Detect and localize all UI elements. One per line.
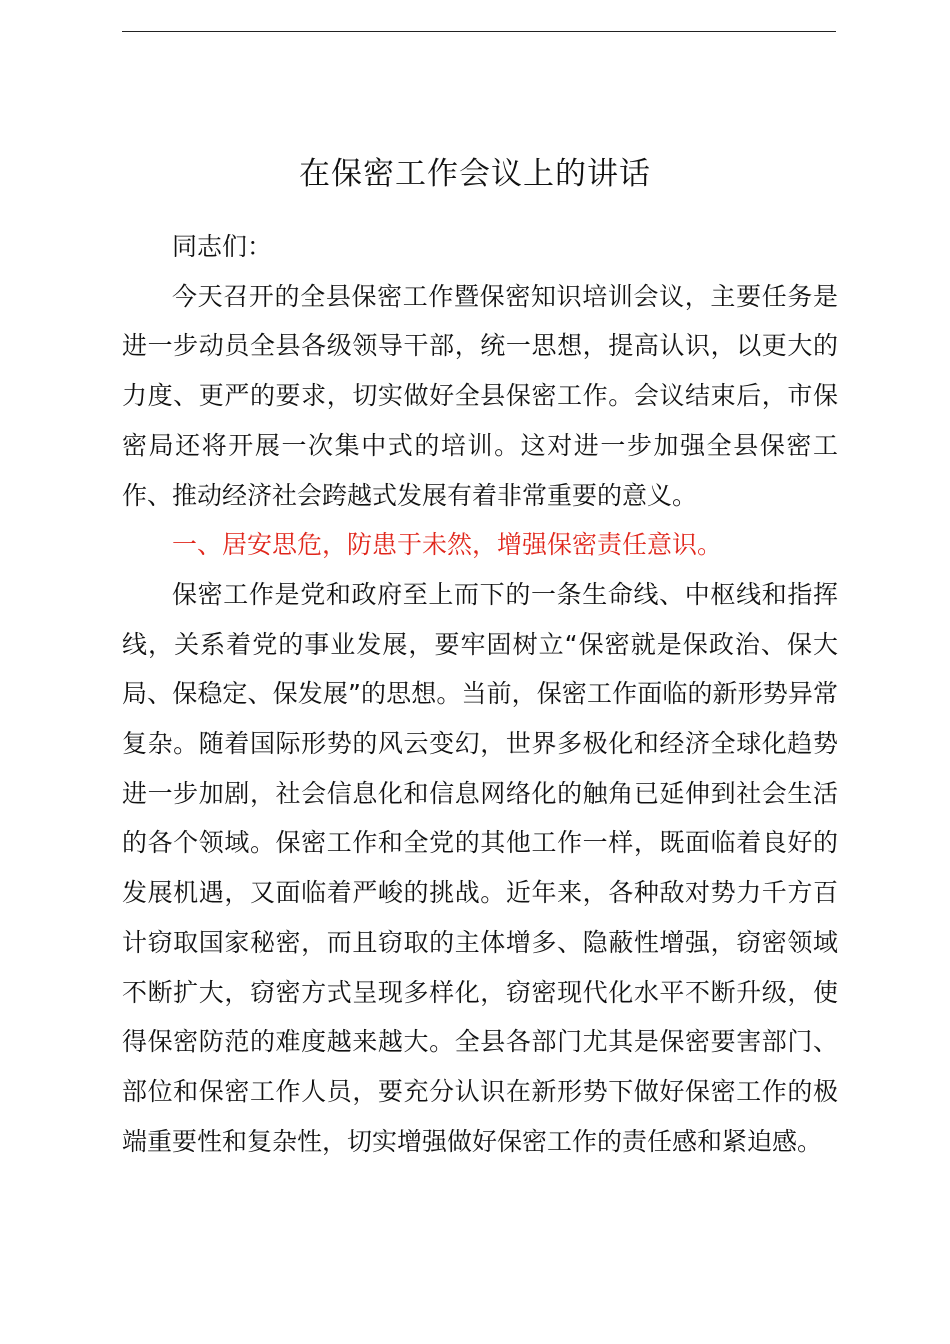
section-1-heading: 一、居安思危，防患于未然，增强保密责任意识。 <box>172 530 723 560</box>
salutation: 同志们： <box>172 232 273 261</box>
section-1-paragraph: 保密工作是党和政府至上而下的一条生命线、中枢线和指挥线，关系着党的事业发展，要牢固树立“保密就是保政治、保大局、保稳定、保发展”的思想。当前，保密工作面临的新形势异常复杂。随着国际形势的风云变幻，世界多极化和经济全球化趋势进一步加剧，社会信息化和信息网络化的触角已延伸到社会生活的各个领域。保密工作和全党的其他工作一样，既面临着良好的发展机遇，又面临着严峻的挑战。近年来，各种敌对势力千方百计窃取国家秘密，而且窃取的主体增多、隐蔽性增强，窃密领域不断扩大，窃密方式呈现多样化，窃密现代化水平不断升级，使得保密防范的难度越来越大。全县各部门尤其是保密要害部门、部位和保密工作人员，要充分认识在新形势下做好保密工作的极端重要性和复杂性，切实增强做好保密工作的责任感和紧迫感。 <box>122 579 838 1156</box>
document-title: 在保密工作会议上的讲话 <box>299 156 651 192</box>
intro-paragraph: 今天召开的全县保密工作暨保密知识培训会议，主要任务是进一步动员全县各级领导干部，统一思想，提高认识，以更大的力度、更严的要求，切实做好全县保密工作。会议结束后，市保密局还将开展一次集中式的培训。这对进一步加强全县保密工作、推动经济社会跨越式发展有着非常重要的意义。 <box>122 281 838 510</box>
document-body <box>122 222 838 1166</box>
header-rule <box>122 31 836 32</box>
